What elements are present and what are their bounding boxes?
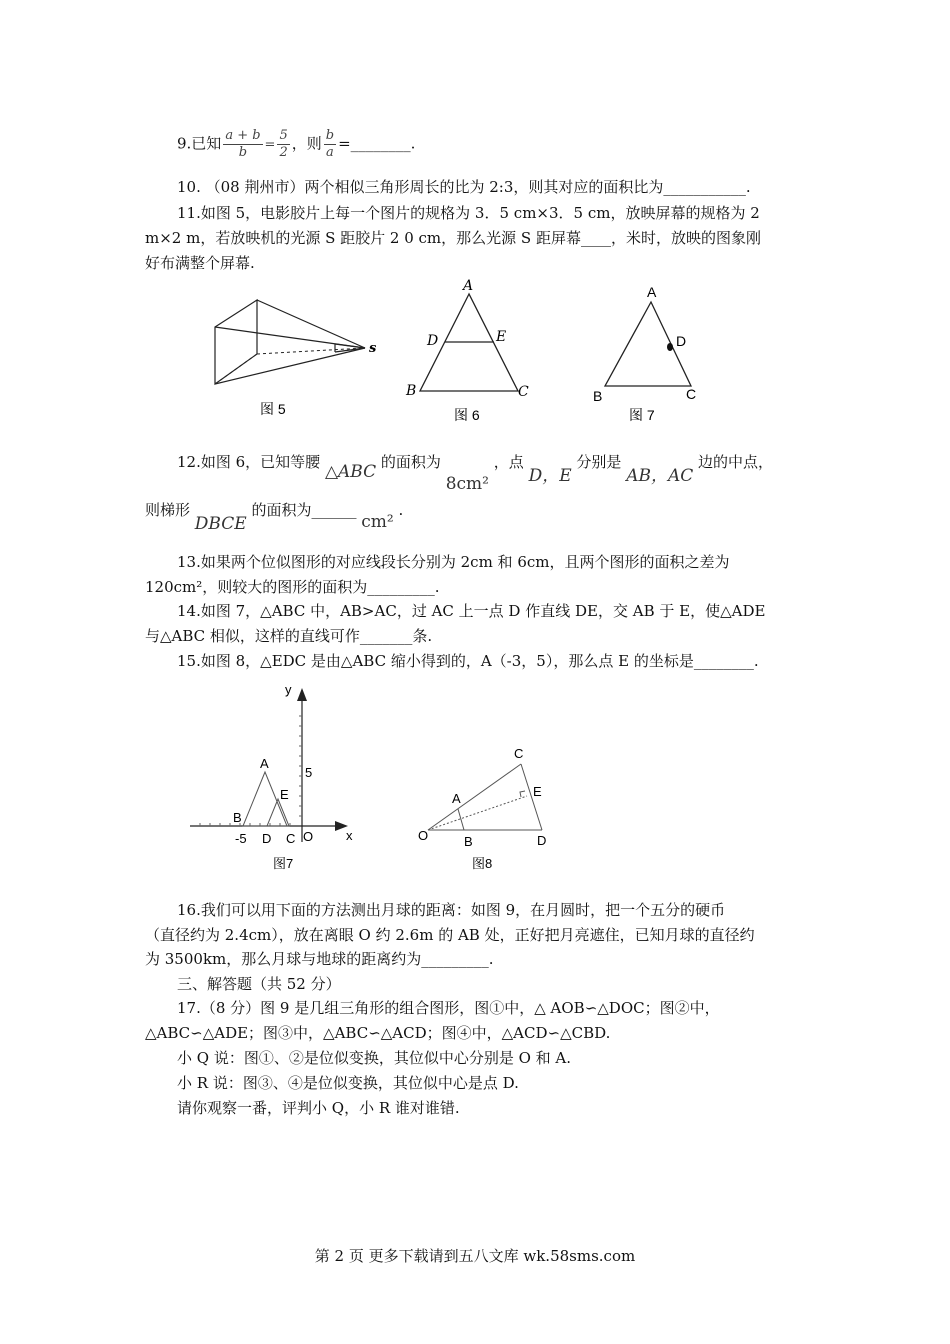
fraction-a-plus-b-over-b	[223, 128, 262, 161]
label-s: s	[369, 341, 377, 356]
q12-l2-mid: 的面积为______	[251, 501, 357, 519]
question-13-line-1: 13.如果两个位似图形的对应线段长分别为 2cm 和 6cm，且两个图形的面积之差为	[177, 553, 730, 571]
label-e: E	[533, 784, 542, 799]
label-x: x	[346, 828, 353, 843]
question-15: 15.如图 8，△EDC 是由△ABC 缩小得到的，A（-3，5），那么点 E 的坐标是________.	[177, 652, 759, 670]
label-five: 5	[305, 765, 313, 780]
q9-suffix: =________.	[338, 134, 416, 153]
figure-6-triangle	[400, 275, 540, 425]
label-e: E	[496, 329, 507, 345]
question-17-line-3: 小 Q 说：图①、②是位似变换，其位似中心分别是 O 和 A.	[177, 1049, 572, 1067]
y-arrow-icon	[297, 688, 307, 701]
q12-sides: AB，AC	[626, 466, 694, 486]
question-9	[177, 128, 810, 161]
label-c: C	[518, 384, 529, 400]
question-17-line-2: △ABC∽△ADE；图③中，△ABC∽△ACD；图④中，△ACD∽△CBD.	[145, 1024, 611, 1042]
q9-prefix: 9.已知	[177, 134, 222, 153]
label-d: D	[537, 833, 547, 848]
label-a: A	[647, 284, 657, 300]
question-12-line-1	[177, 452, 810, 492]
figure-7-caption: 图7	[273, 856, 294, 871]
label-a: A	[260, 756, 269, 771]
q12-prefix: 12.如图 6，已知等腰	[177, 453, 321, 471]
label-b: B	[233, 810, 242, 825]
q12-text-2: ，点	[493, 453, 524, 471]
question-11-line-1: 11.如图 5，电影胶片上每一个图片的规格为 3．5 cm×3．5 cm，放映屏幕的规格为 2	[177, 204, 760, 222]
frac2-den: 2	[279, 145, 288, 160]
question-10: 10. （08 荆州市）两个相似三角形周长的比为 2:3，则其对应的面积比为___________.	[177, 178, 751, 196]
q12-l2-prefix: 则梯形	[145, 501, 191, 519]
figure-7-caption: 图 7	[629, 407, 655, 423]
question-12-line-2	[145, 500, 810, 540]
frac3-den: a	[326, 145, 334, 160]
frac3-num: b	[325, 128, 335, 143]
page-footer: 第 2 页 更多下载请到五八文库 wk.58sms.com	[314, 1247, 636, 1265]
question-14-line-1: 14.如图 7，△ABC 中，AB>AC，过 AC 上一点 D 作直线 DE，交 AB 于 E，使△ADE	[177, 602, 766, 620]
frac1-den: b	[238, 145, 248, 160]
q12-triangle: △ABC	[324, 462, 377, 482]
question-17-line-5: 请你观察一番，评判小 Q，小 R 谁对谁错.	[177, 1099, 460, 1117]
q12-text-4: 边的中点，	[698, 453, 774, 471]
section-3-heading: 三、解答题（共 52 分）	[177, 975, 341, 993]
figure-5-projector	[205, 292, 385, 422]
figure-8-similar-triangles	[410, 740, 570, 875]
question-16-line-3: 为 3500km，那么月球与地球的距离约为_________.	[145, 950, 494, 968]
frac1-num: a + b	[225, 128, 261, 143]
figure-7-triangle	[585, 280, 715, 425]
label-o: O	[418, 828, 429, 843]
q12-trapezoid: DBCE	[194, 514, 247, 534]
q12-unit: cm²	[361, 512, 394, 532]
label-y: y	[285, 682, 292, 697]
figure-5-caption: 图 5	[260, 401, 286, 417]
question-17-line-4: 小 R 说：图③、④是位似变换，其位似中心是点 D.	[177, 1074, 519, 1092]
question-16-line-1: 16.我们可以用下面的方法测出月球的距离：如图 9，在月圆时，把一个五分的硬币	[177, 901, 726, 919]
question-16-line-2: （直径约为 2.4cm），放在离眼 O 约 2.6m 的 AB 处，正好把月亮遮住，已知月球的直径约	[145, 926, 755, 944]
label-a: A	[452, 791, 461, 806]
label-d: D	[676, 333, 687, 349]
label-b: B	[406, 383, 417, 399]
label-b: B	[464, 834, 473, 849]
label-c: C	[514, 746, 524, 761]
point-d	[667, 343, 673, 351]
q9-eq: =	[264, 137, 276, 153]
question-14-line-2: 与△ABC 相似，这样的直线可作_______条.	[145, 627, 433, 645]
q12-l2-end: .	[398, 501, 404, 519]
q12-text-3: 分别是	[576, 453, 622, 471]
label-d: D	[427, 333, 439, 349]
fraction-5-over-2	[277, 128, 289, 161]
frac2-num: 5	[279, 128, 288, 143]
q12-text-1: 的面积为	[380, 453, 441, 471]
label-c: C	[286, 831, 296, 846]
label-a: A	[463, 278, 474, 294]
figure-7-coordinate-plane	[185, 680, 375, 875]
label-o: O	[303, 829, 314, 844]
q12-points-de: D，E	[528, 466, 572, 486]
label-d: D	[262, 831, 272, 846]
label-b: B	[593, 388, 603, 404]
figure-6-caption: 图 6	[454, 407, 480, 423]
fraction-b-over-a	[324, 128, 336, 161]
q12-area: 8cm²	[445, 474, 489, 494]
question-11-line-2: m×2 m，若放映机的光源 S 距胶片 2 0 cm，那么光源 S 距屏幕____，米时，放映的图象刚	[145, 229, 761, 247]
question-17-line-1: 17.（8 分）图 9 是几组三角形的组合图形，图①中，△ AOB∽△DOC；图②中，	[177, 999, 720, 1017]
q9-mid: ，则	[291, 134, 322, 153]
question-13-line-2: 120cm²，则较大的图形的面积为_________.	[145, 578, 440, 596]
figure-8-caption: 图8	[472, 856, 493, 871]
label-c: C	[686, 386, 697, 402]
label-e: E	[280, 787, 289, 802]
question-11-line-3: 好布满整个屏幕.	[145, 254, 255, 272]
film-frame	[215, 300, 257, 384]
label-minus5: -5	[235, 831, 247, 846]
